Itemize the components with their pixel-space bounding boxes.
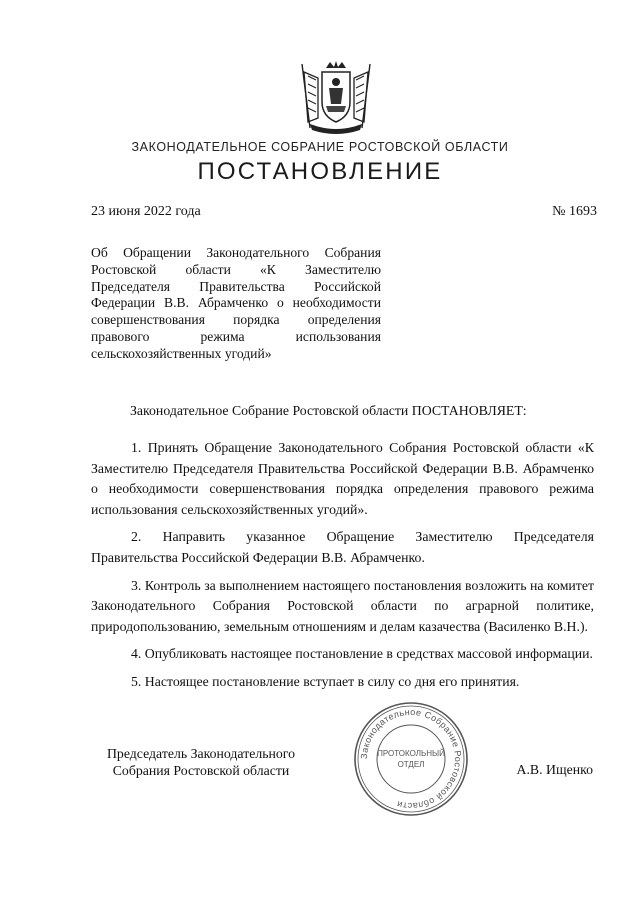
resolution-item: 5. Настоящее постановление вступает в силу со дня его принятия. (131, 673, 520, 689)
resolution-item: 3. Контроль за выполнением настоящего постановления возложить на комитет Законодательного Собрания Ростовской области по аграрной политике, природопользованию, земельным отношениям и делам казачества (Василенко В.Н.). (91, 577, 594, 634)
resolution-items (91, 438, 594, 700)
round-stamp (352, 700, 470, 818)
document-kind-title: ПОСТАНОВЛЕНИЕ (197, 158, 443, 185)
svg-text:Законодательное Собрание Росто (359, 707, 463, 811)
document-number: № 1693 (552, 204, 597, 219)
resolution-item: 1. Принять Обращение Законодательного Собрания Ростовской области «К Заместителю Председателя Правительства Российской Федерации В.В. Абрамченко о необходимости совершенствования порядка определения правового режима использования сельскохозяйственных угодий». (91, 440, 594, 517)
organization-title: ЗАКОНОДАТЕЛЬНОЕ СОБРАНИЕ РОСТОВСКОЙ ОБЛАСТИ (131, 140, 509, 154)
signer-title-line: Собрания Ростовской области (112, 763, 290, 778)
stamp-center-line: ПРОТОКОЛЬНЫЙ (377, 749, 445, 758)
stamp-ring-text: Законодательное Собрание Ростовской области (358, 706, 464, 812)
stamp-center-line: ОТДЕЛ (397, 760, 425, 769)
resolution-item: 2. Направить указанное Обращение Заместителю Председателя Правительства Российской Федерации В.В. Абрамченко. (91, 529, 594, 565)
document-date: 23 июня 2022 года (91, 204, 201, 219)
document-subject: Об Обращении Законодательного Собрания Ростовской области «К Заместителю Председателя Правительства Российской Федерации В.В. Абрамченко о необходимости совершенствования порядка определения правового режима использования сельскохозяйственных угодий» (91, 245, 381, 361)
resolution-item: 4. Опубликовать настоящее постановление в средствах массовой информации. (131, 646, 594, 662)
date-number-row (91, 204, 597, 220)
coat-of-arms-emblem (296, 58, 376, 136)
signer-title (91, 745, 311, 779)
preamble: Законодательное Собрание Ростовской области ПОСТАНОВЛЯЕТ: (130, 403, 527, 418)
signer-name: А.В. Ищенко (516, 762, 593, 777)
signer-title-line: Председатель Законодательного (106, 746, 296, 761)
